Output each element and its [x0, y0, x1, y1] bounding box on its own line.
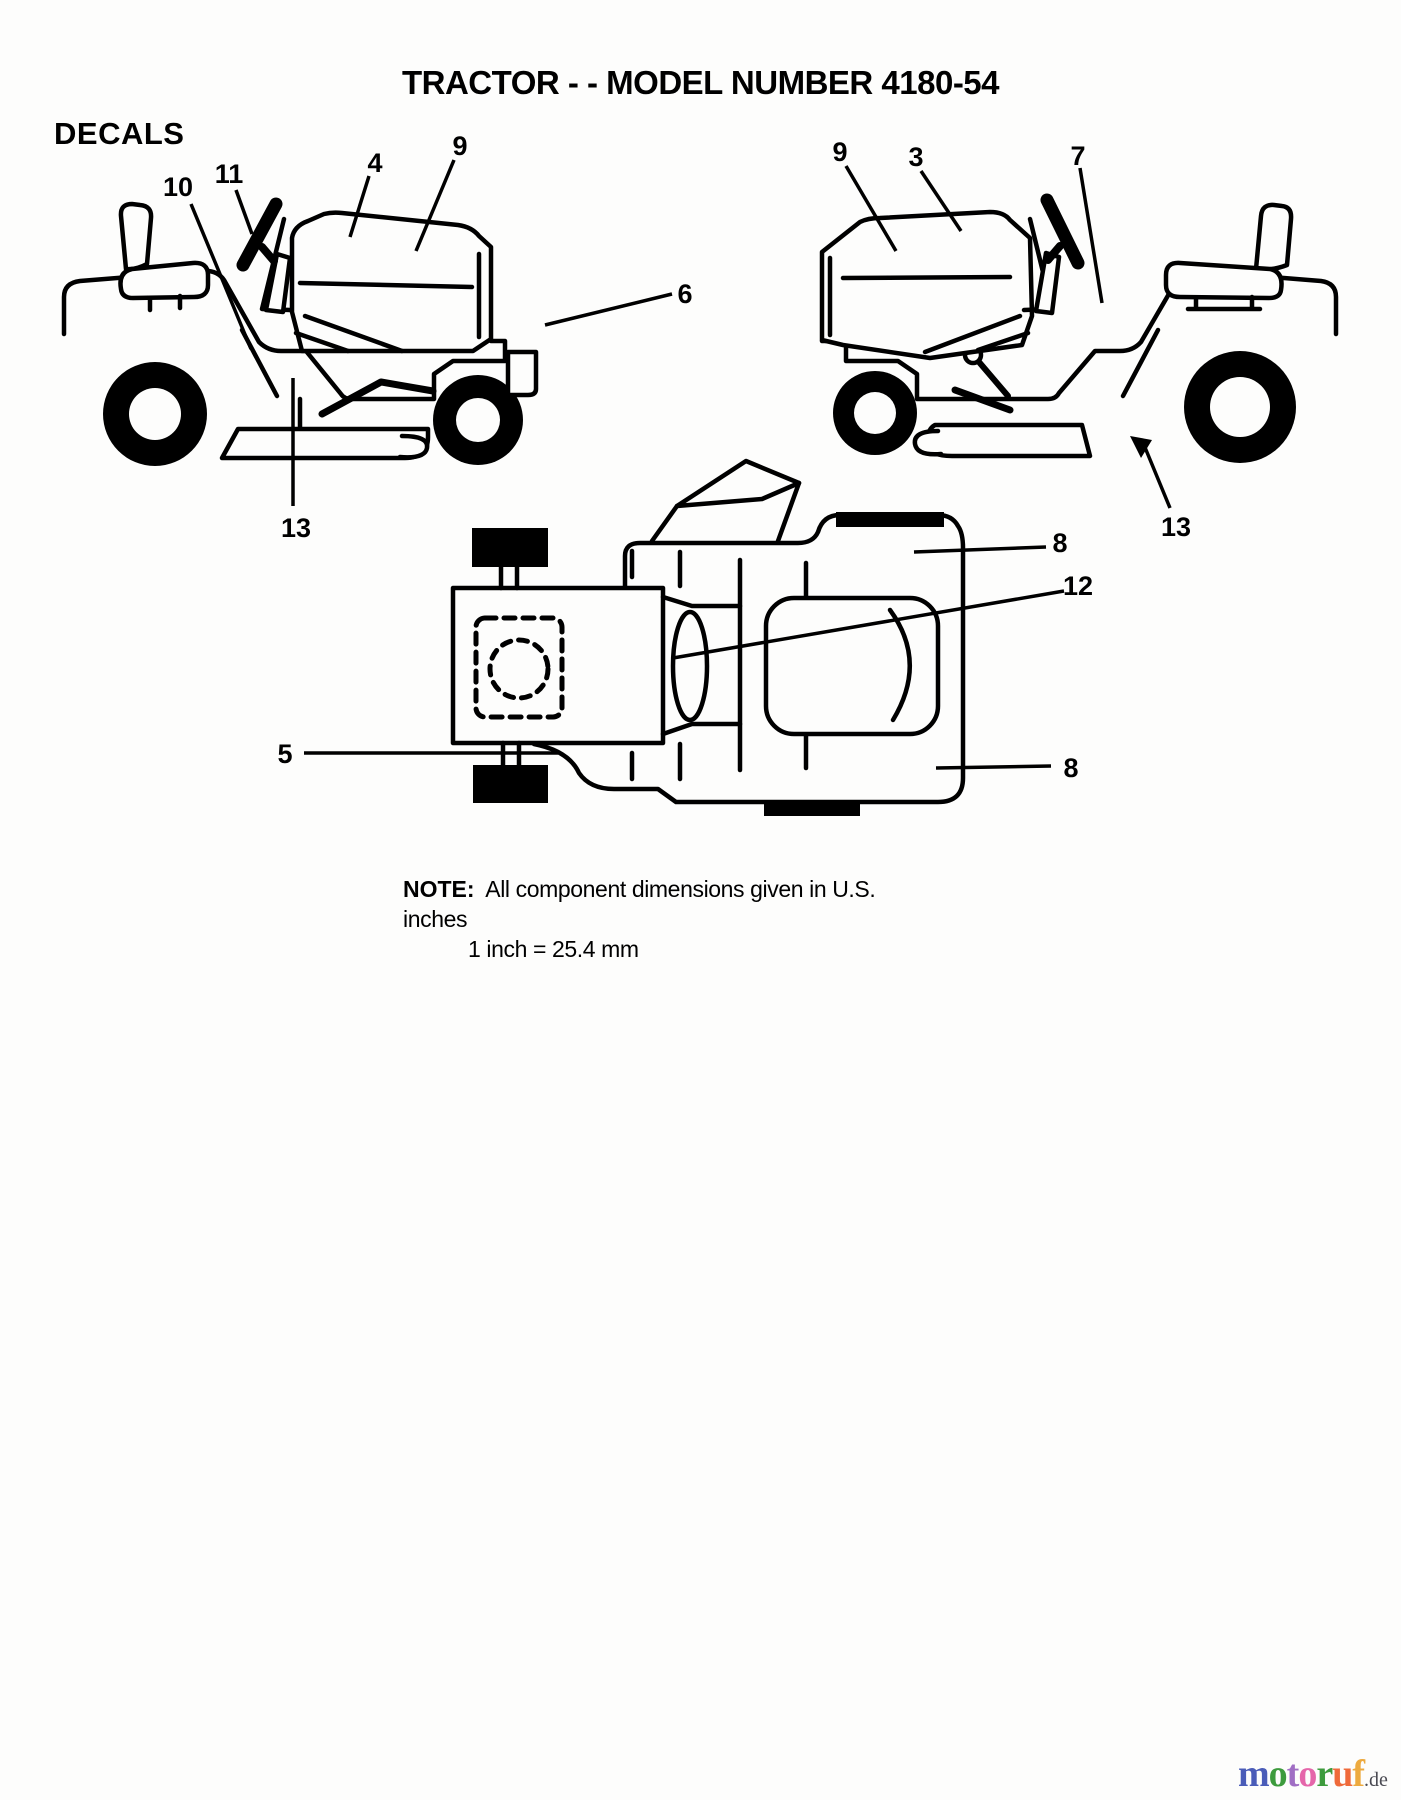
leader-7: [1080, 168, 1102, 303]
right-view-seat-back: [1256, 205, 1291, 270]
left-view-axle-bracket: [508, 352, 536, 395]
top-view-rear-wheel-upper: [836, 512, 944, 527]
right-view-seat-cushion: [1166, 263, 1282, 298]
logo-letter: m: [1238, 1753, 1269, 1795]
callout-12: 12: [1062, 571, 1094, 601]
note-text: All component dimensions given in U.S. inches: [403, 876, 876, 932]
right-view-rear-hub: [1210, 377, 1270, 437]
tractor-left-side-view: [64, 204, 536, 466]
left-view-deck-caster: [400, 436, 427, 457]
logo-letter: u: [1332, 1753, 1353, 1795]
left-view-rear-hub: [129, 388, 181, 440]
right-view-hood-crease: [843, 277, 1010, 278]
callout-8-lower: 8: [1063, 753, 1079, 783]
leader-11: [236, 190, 252, 234]
callout-4: 4: [367, 148, 383, 178]
callout-7: 7: [1070, 141, 1086, 171]
callout-9-right: 9: [832, 137, 848, 167]
callout-13-left: 13: [280, 513, 312, 543]
left-view-front-hub: [456, 398, 500, 442]
logo-letter: r: [1316, 1753, 1333, 1795]
left-view-seat-cushion: [120, 263, 208, 298]
logo-letter: o: [1268, 1753, 1287, 1795]
left-view-steering-hub: [262, 247, 274, 261]
callout-13-right: 13: [1160, 512, 1192, 542]
tractor-top-view: [453, 461, 963, 816]
right-view-deck-caster: [915, 431, 941, 454]
callout-9-left: 9: [452, 131, 468, 161]
top-view-front-wheel-lower: [473, 765, 548, 803]
callout-10: 10: [162, 172, 194, 202]
motoruf-logo[interactable]: [1238, 1752, 1398, 1796]
right-view-front-hub: [854, 392, 896, 434]
callout-5: 5: [277, 739, 293, 769]
leader-8-lower: [936, 766, 1051, 768]
top-view-hood-panel: [453, 588, 663, 743]
callout-8-upper: 8: [1052, 528, 1068, 558]
right-view-mower-deck: [928, 425, 1090, 456]
left-view-mower-deck: [222, 429, 428, 458]
logo-letter: o: [1298, 1753, 1317, 1795]
callout-11: 11: [214, 159, 244, 189]
top-view-front-axle-upper: [501, 567, 517, 588]
tractor-right-side-view: [822, 200, 1336, 463]
leader-13-right: [1144, 445, 1170, 508]
top-view-rear-wheel-lower: [764, 800, 860, 816]
dimension-note: [403, 874, 923, 964]
top-view-front-wheel-upper: [472, 528, 548, 567]
callout-6: 6: [677, 279, 693, 309]
logo-letter: t: [1286, 1753, 1299, 1795]
right-view-hood: [822, 212, 1032, 358]
leader-6: [545, 294, 672, 325]
page-title: TRACTOR - - MODEL NUMBER 4180-54: [401, 64, 1000, 101]
left-view-steering-column: [266, 254, 290, 312]
callout-3: 3: [908, 142, 924, 172]
logo-suffix: .de: [1363, 1769, 1388, 1791]
left-view-seat-back: [121, 204, 151, 269]
note-line-1: [403, 874, 923, 934]
logo-letter: f: [1352, 1753, 1364, 1795]
section-heading-decals: DECALS: [54, 116, 185, 151]
note-label: NOTE:: [403, 876, 475, 902]
note-line-2: 1 inch = 25.4 mm: [468, 936, 639, 962]
